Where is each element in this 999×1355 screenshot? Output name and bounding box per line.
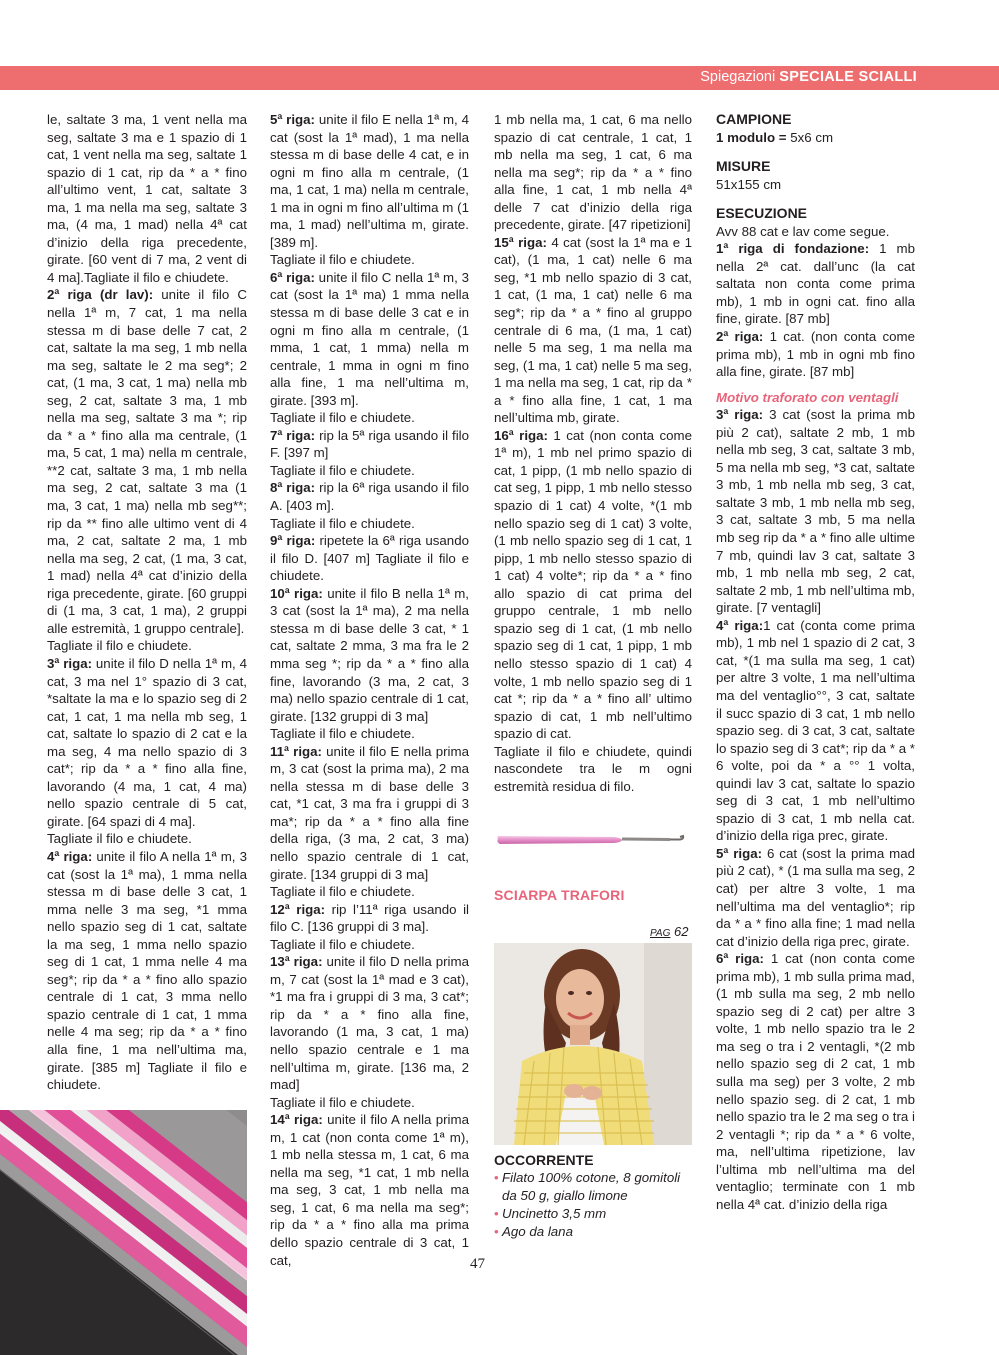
row-text: Tagliate il filo e chiudete.	[270, 936, 415, 952]
pattern-row	[270, 409, 469, 427]
pattern-row	[47, 286, 247, 637]
row-text: unite il filo E nella prima m, 3 cat (sost la prima ma), 2 ma nella stessa m di base delle 3 cat, *1 cat, 3 ma fra i gruppi di 3 ma*; rip da * a * fino alla fine della riga, (3 ma, 2 cat, 3 ma) nello spazio centrale di 1 cat, girate. [134 gruppi di 3 ma]	[270, 743, 469, 882]
pattern-row	[494, 743, 692, 796]
pattern-row	[716, 617, 915, 845]
row-label: 9ª riga:	[270, 533, 316, 549]
pattern-row	[270, 585, 469, 725]
row-label: 4ª riga:	[716, 617, 764, 633]
row-label: 5ª riga:	[716, 845, 763, 861]
row-text: Tagliate il filo e chiudete.	[47, 831, 192, 847]
materials-item: • Filato 100% cotone, 8 gomitoli da 50 g, giallo limone	[494, 1169, 694, 1205]
row-text: 1 mb nella ma, 1 cat, 6 ma nello spazio di cat centrale, 1 cat, 1 mb nella ma seg, 1 cat, 6 ma nella ma seg*; rip da * a * fino alla fine, 1 cat, 1 mb nella 4ª delle 7 cat d’inizio della riga precedente, girate. [47 ripetizioni]	[494, 112, 692, 233]
pattern-row	[270, 251, 469, 269]
row-text: Tagliate il filo e chiudete.	[270, 410, 415, 426]
motivo-title: Motivo traforato con ventagli	[716, 389, 899, 405]
row-text: 1 mb nella 2ª cat. dall’unc (la cat saltata non conta come prima mb), 1 mb in ogni cat. fino alla fine, girate. [87 mb]	[716, 241, 915, 327]
row-text: 1 cat. (non conta come prima mb), 1 mb in ogni mb fino alla fine, girate. [87 mb]	[716, 329, 915, 380]
materials-item: • Ago da lana	[494, 1223, 694, 1241]
pattern-row	[270, 111, 469, 251]
row-text: 3 cat (sost la prima mb più 2 cat), saltate 2 mb, 1 mb nella mb seg, 3 cat, saltate 3 mb, 5 ma nella mb seg, *3 cat, saltate 3 mb, 1 mb nella mb seg, 3 cat, saltate 3 mb, 1 mb nella mb seg, 3 cat, saltate 3 mb, 5 ma nella mb seg rip da * a * fino alle ultime 7 mb, quindi lav 3 cat, saltate 3 mb, 1 mb nella mb seg, 2 cat, saltate 2 mb, 1 mb nell’ultima mb, girate. [7 ventagli]	[716, 407, 915, 616]
row-text: Tagliate il filo e chiudete, quindi nascondete tra le m ogni estremità residua di filo.	[494, 743, 692, 794]
row-text: unite il filo D nella prima m, 7 cat (sost la 1ª mad e 3 cat), *1 ma fra i gruppi di 3 ma, 3 cat*; rip da * a * fino alla fine, lavorando (1 ma, 3 cat, 1 ma) nello spazio centrale e 1 ma nell’ultima m, girate. [136 ma, 2 mad]	[270, 954, 469, 1093]
spacer	[716, 146, 915, 158]
row-text: 1 cat (non conta come 1ª m), 1 mb nel primo spazio di cat, 1 pipp, (1 mb nello spazio di cat seg, 1 pipp, 1 mb nello stesso spazio di 1 cat) 4 volte, *(1 mb nello spazio seg di 1 cat) 3 volte, (1 mb nello spazio seg di 1 cat, 1 pipp, 1 mb nello stesso spazio di 1 cat) 4 volte*; rip da * a * fino allo spazio di cat prima del gruppo centrale, 1 mb nello spazio seg di 1 cat, (1 mb nello spazio seg di 1 cat, 1 pipp, 1 mb nello stesso spazio di 1 cat) 4 volte, 1 mb nello spazio seg di 1 cat *; rip da * a * fino all’ ultimo spazio di cat, 1 mb nell’ultimo spazio di cat.	[494, 427, 692, 742]
pattern-row	[270, 515, 469, 533]
row-text: le, saltate 3 ma, 1 vent nella ma seg, saltate 3 ma e 1 spazio di 1 cat, 1 vent nella ma seg, saltate 1 spazio di 1 cat, rip da * a * fino all’ultimo vent, 1 cat, saltate 3 ma, 1 ma nella ma seg, saltate 3 ma, (4 ma, 1 mad) nella 4ª cat d’inizio della riga precedente, girate. [60 vent di 7 ma, 2 vent di 4 ma].Tagliate il filo e chiudete.	[47, 112, 247, 285]
row-text: 6 cat (sost la prima mad più 2 cat), * (1 ma sulla ma seg, 2 cat) per altre 3 volte, 1 ma nell’ultima ma del ventaglio*; rip da * a * fino alla fine; 1 mad nella cat d’inizio della riga prec, girate.	[716, 845, 916, 949]
row-text: unite il filo C nella 1ª m, 3 cat (sost la 1ª ma) 1 mma nella stessa m di base delle 3 cat e in ogni m fino alla m centrale, (1 mma, 1 cat, 1 mma) nella m centrale, 1 mma in ogni m fino alla fine, 1 ma nell’ultima m, girate. [393 m].	[270, 269, 469, 408]
esecuzione-title: ESECUZIONE	[716, 205, 808, 222]
campione-value: 5x6 cm	[786, 129, 834, 145]
pattern-row	[47, 848, 247, 1094]
pattern-row	[716, 845, 915, 950]
row-label: 10ª riga:	[270, 585, 323, 601]
spacer	[716, 381, 915, 389]
row-label: 8ª riga:	[270, 480, 316, 496]
misure-title: MISURE	[716, 158, 771, 175]
row-label: 12ª riga:	[270, 901, 326, 917]
row-label: 13ª riga:	[270, 954, 323, 970]
row-label: 7ª riga:	[270, 427, 316, 443]
pattern-row	[270, 1111, 469, 1269]
row-text: Tagliate il filo e chiudete.	[270, 515, 415, 531]
row-text: Tagliate il filo e chiudete.	[47, 638, 192, 654]
row-text: Tagliate il filo e chiudete.	[270, 462, 415, 478]
row-text: rip l’11ª riga usando il filo C. [136 gruppi di 3 ma].	[270, 901, 469, 935]
row-text: Tagliate il filo e chiudete.	[270, 252, 415, 268]
pattern-row	[270, 269, 469, 409]
spacer	[716, 193, 915, 205]
pattern-row	[270, 462, 469, 480]
header-section: Spiegazioni	[700, 69, 776, 85]
misure-value: 51x155 cm	[716, 176, 782, 192]
row-label: 6ª riga:	[270, 269, 315, 285]
row-text: 4 cat (sost la 1ª ma e 1 cat), (1 ma, 1 cat) nelle 6 ma seg, *1 mb nello spazio di 3 cat, 1 cat, (1 ma, 1 cat) nelle 6 ma seg*; rip da * a * fino al gruppo centrale di 6 ma, (1 ma, 1 cat) nelle 5 ma seg, 1 ma nella ma seg, (1 ma, 1 cat) nelle 5 ma seg, 1 ma nella ma seg, 1 cat, rip da * a * fino alla fine, 1 cat, 1 ma nell’ultima mb, girate.	[494, 234, 692, 426]
campione-label: 1 modulo =	[716, 129, 787, 145]
pattern-row	[716, 240, 915, 328]
page-number: 47	[470, 1256, 485, 1272]
pattern-row	[270, 901, 469, 936]
pattern-row	[47, 830, 247, 848]
materials-list	[494, 1169, 694, 1241]
pattern-row	[494, 111, 692, 234]
row-text: unite il filo B nella 1ª m, 3 cat (sost la 1ª ma), 2 ma nella stessa m di base delle 3 cat, * 1 cat, saltate 2 mma, 3 ma fra le 2 mma seg *; rip da * a * fino alla fine, lavorando (3 ma, 2 cat, 3 ma) nello spazio centrale di 1 cat, girate. [132 gruppi di 3 ma]	[270, 585, 469, 724]
row-label: 15ª riga:	[494, 234, 547, 250]
shawl-photo	[0, 1110, 247, 1355]
row-text: unite il filo A nella prima m, 1 cat (non conta come 1ª m), 1 mb nella stessa m, 1 cat, 6 ma nella ma seg, *1 cat, 1 mb nella ma seg, 3 cat, 1 mb nella ma seg, 1 cat, 6 ma nella ma seg*; rip da * a * fino alla ma prima dello spazio centrale di 3 cat, 1 cat,	[270, 1112, 469, 1268]
crochet-hook-image	[494, 828, 692, 854]
row-text: rip la 5ª riga usando il filo F. [397 m]	[270, 427, 470, 461]
pattern-row	[494, 427, 692, 743]
pattern-row	[47, 111, 247, 286]
row-text: Tagliate il filo e chiudete.	[270, 884, 415, 900]
row-text: unite il filo A nella 1ª m, 3 cat (sost la 1ª ma), 1 mma nella stessa m di base delle 3 cat, 1 mma nelle 3 ma seg, *1 mma nello spazio seg di 1 cat, saltate la ma seg, 1 mma nello spazio seg di 1 cat, 1 mma nelle 4 ma seg*; rip da * a * fino allo spazio centrale di 1 cat, 3 mma nello spazio centrale di 1 cat, 1 mma nelle 4 ma seg; rip da * a * fino alla fine, 1 ma nell’ultima ma, girate. [385 m] Tagliate il filo e chiudete.	[47, 848, 247, 1093]
pattern-row	[716, 328, 915, 381]
header-title	[700, 69, 917, 85]
pattern-row	[270, 953, 469, 1093]
row-label: 1ª riga di fondazione:	[716, 241, 870, 257]
header-bar	[0, 66, 999, 90]
row-label: 14ª riga:	[270, 1112, 323, 1128]
pattern-row	[47, 637, 247, 655]
pattern-row	[270, 725, 469, 743]
header-section-title: SPECIALE SCIALLI	[779, 69, 917, 85]
row-label: 2ª riga (dr lav):	[47, 287, 154, 303]
pattern-row	[270, 883, 469, 901]
column-4	[716, 111, 915, 1213]
row-label: 4ª riga:	[47, 848, 93, 864]
pattern-row	[270, 427, 469, 462]
row-text: rip la 6ª riga usando il filo A. [403 m].	[270, 480, 470, 514]
esecuzione-intro: Avv 88 cat e lav come segue.	[716, 223, 890, 239]
pattern-row	[494, 234, 692, 427]
page-reference-label: PAG	[650, 928, 671, 939]
row-label: 2ª riga:	[716, 329, 764, 345]
column-2	[270, 111, 469, 1269]
materials-section	[494, 1151, 694, 1241]
esecuzione-rows	[716, 240, 915, 380]
motivo-rows	[716, 406, 915, 1213]
row-text: unite il filo E nella 1ª m, 4 cat (sost la 1ª mad), 1 ma nella stessa m di base delle 4 cat, e in ogni m fino alla m centrale, (1 ma, 1 cat, 1 ma) nella m centrale, 1 ma in ogni m fino all’ultima m (1 ma, 1 mad) nell’ultima m, girate. [389 m].	[270, 112, 469, 250]
pattern-row	[716, 406, 915, 617]
row-label: 16ª riga:	[494, 427, 548, 443]
page-reference-number: 62	[674, 924, 689, 939]
pattern-row	[270, 936, 469, 954]
row-label: 6ª riga:	[716, 951, 764, 967]
row-text: unite il filo D nella 1ª m, 4 cat, 3 ma nel 1° spazio di 3 cat, *saltate la ma e lo spazio seg di 2 cat, 1 cat, 1 ma nella mb seg, 1 cat, saltate lo spazio di 2 cat e la ma seg, 4 ma nello spazio di 3 cat*; rip da * a * fino alla fine, lavorando (4 ma, 1 cat, 4 ma) nello spazio centrale di 5 cat, girate. [64 spazi di 4 ma].	[47, 655, 247, 829]
row-label: 5ª riga:	[270, 112, 315, 127]
campione-text	[716, 129, 915, 147]
row-text: Tagliate il filo e chiudete.	[270, 726, 415, 742]
model-photo	[494, 943, 692, 1145]
pattern-row	[47, 655, 247, 830]
row-label: 3ª riga:	[47, 655, 93, 671]
pattern-row	[270, 479, 469, 514]
row-text: unite il filo C nella 1ª m, 7 cat, 1 ma nella stessa m di base delle 7 cat, 2 cat, saltate la ma seg, 1 mb nella ma seg, saltate le 2 ma seg*; 2 cat, (1 ma, 3 cat, 1 ma) nella mb seg, 2 cat, saltate 3 ma, 1 mb nella ma seg, saltate 3 ma *; rip da * a * fino alla ma centrale, (1 ma, 5 cat, 1 ma) nella m centrale, **2 cat, saltate 3 ma, 1 mb nella ma seg, 2 cat, saltate 3 ma (1 ma, 3 cat, 1 ma) nella mb seg**; rip da ** fino alle ultimo vent di 4 ma, 2 cat, saltate 2 ma, 1 mb nella ma seg, 2 cat, (1 ma, 3 cat, 1 mad) nella 4ª cat d’inizio della riga precedente, girate. [60 gruppi di (1 ma, 3 cat, 1 ma), 2 gruppi alle estremità, 1 gruppo centrale].	[47, 287, 247, 636]
column-3	[494, 111, 692, 795]
pattern-row	[270, 532, 469, 585]
page-reference[interactable]	[650, 924, 688, 939]
row-text: ripetete la 6ª riga usando il filo D. [407 m] Tagliate il filo e chiudete.	[270, 533, 469, 584]
scarf-title: SCIARPA TRAFORI	[494, 887, 625, 903]
materials-item: • Uncinetto 3,5 mm	[494, 1205, 694, 1223]
campione-title: CAMPIONE	[716, 111, 792, 127]
column-1	[47, 111, 247, 1094]
pattern-row	[270, 1094, 469, 1112]
row-text: Tagliate il filo e chiudete.	[270, 1094, 415, 1110]
pattern-row	[716, 950, 915, 1213]
row-text: 1 cat (non conta come prima mb), 1 mb sulla prima mad, (1 mb sulla ma seg, 2 mb nello spazio seg di 2 cat) per altre 3 volte, 1 mb nello spazio tra le 2 ma seg o tra i 2 ventagli, *(2 mb nello spazio seg di 2 cat, 1 mb sulla ma seg) per 3 volte, 2 mb nello spazio seg. di 2 cat, 1 mb nello spazio tra le 2 ma seg o tra i 2 ventagli *; rip da * a * 6 volte, ma, nell’ultima ripetizione, lav l’ultima mb nell’ultima ma del ventaglio; terminate con 1 mb nella 4ª cat. d’inizio della riga	[716, 951, 916, 1212]
pattern-row	[270, 743, 469, 883]
row-label: 11ª riga:	[270, 743, 322, 759]
row-text: 1 cat (conta come prima mb), 1 mb nel 1 spazio di 2 cat, 3 cat, *(1 ma sulla ma seg, 1 cat) per altre 3 volte, 1 ma nell’ultima ma del ventaglio°°, 3 cat, saltate il succ spazio di 3 cat, 1 mb nello spazio seg. di 3 cat, 3 cat, saltate lo spazio seg di 3 cat*; rip da * a * 6 volte, poi da * a °° 1 volta, quindi lav 3 cat, saltate lo spazio seg di 3 cat, 1 mb nell’ultimo spazio di 3 cat, 1 mb nella cat. d’inizio della riga prec, girate.	[716, 617, 915, 844]
materials-title: OCCORRENTE	[494, 1152, 594, 1168]
row-label: 3ª riga:	[716, 407, 764, 423]
